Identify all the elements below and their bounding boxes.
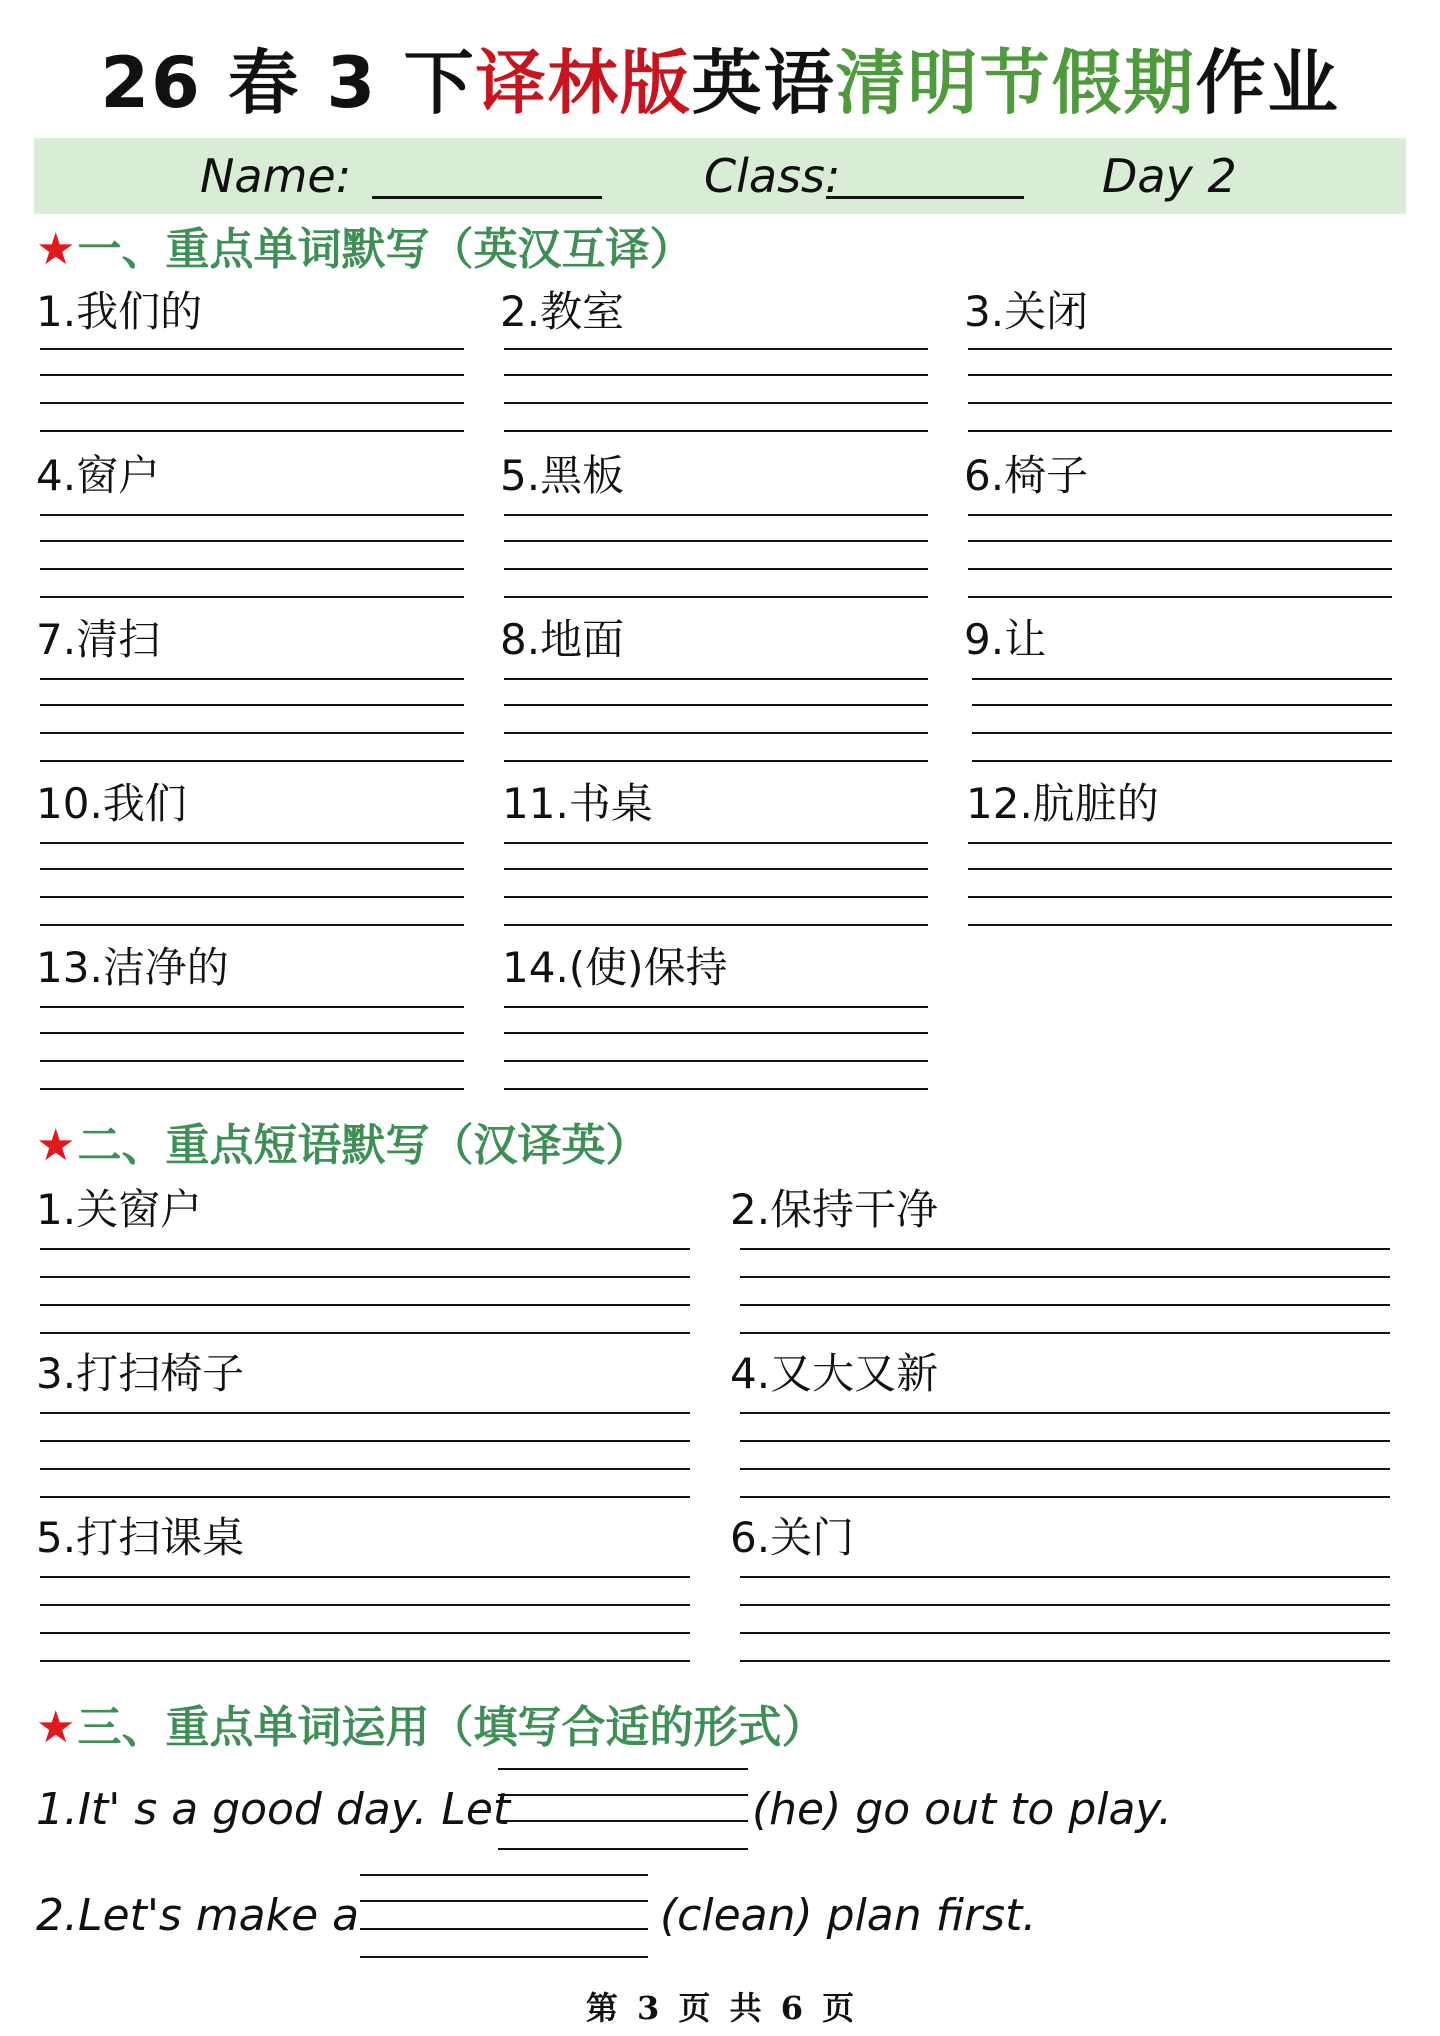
- answer-line[interactable]: [498, 1820, 748, 1822]
- answer-line[interactable]: [740, 1248, 1390, 1250]
- answer-line[interactable]: [504, 924, 928, 926]
- answer-line[interactable]: [40, 348, 464, 350]
- answer-line[interactable]: [740, 1440, 1390, 1442]
- title-holiday: 清明节假期: [835, 42, 1196, 124]
- answer-line[interactable]: [740, 1276, 1390, 1278]
- answer-line[interactable]: [40, 1248, 690, 1250]
- answer-line[interactable]: [504, 514, 928, 516]
- question-2-prefix: 2.Let's make a: [36, 1890, 360, 1941]
- answer-line[interactable]: [40, 1496, 690, 1498]
- word-prompt: 5.黑板: [500, 451, 625, 500]
- word-prompt: 7.清扫: [36, 615, 161, 664]
- answer-line[interactable]: [740, 1604, 1390, 1606]
- word-prompt: 9.让: [964, 615, 1047, 664]
- answer-line[interactable]: [360, 1900, 648, 1902]
- answer-line[interactable]: [504, 760, 928, 762]
- answer-line[interactable]: [504, 1088, 928, 1090]
- question-1-suffix: (he) go out to play.: [752, 1784, 1173, 1835]
- answer-line[interactable]: [740, 1304, 1390, 1306]
- answer-line[interactable]: [968, 868, 1392, 870]
- answer-line[interactable]: [504, 732, 928, 734]
- word-prompt: 2.教室: [500, 287, 625, 336]
- class-label: Class:: [704, 149, 841, 203]
- page-number: 第 3 页 共 6 页: [585, 1989, 855, 2027]
- answer-line[interactable]: [968, 596, 1392, 598]
- star-icon: ★: [36, 1702, 76, 1753]
- answer-line[interactable]: [498, 1768, 748, 1770]
- answer-line[interactable]: [504, 868, 928, 870]
- title-homework: 作业: [1195, 42, 1340, 124]
- answer-line[interactable]: [360, 1956, 648, 1958]
- answer-line[interactable]: [40, 1032, 464, 1034]
- answer-line[interactable]: [360, 1928, 648, 1930]
- answer-line[interactable]: [40, 1060, 464, 1062]
- title-subject: 英语: [691, 42, 836, 124]
- answer-line[interactable]: [40, 1440, 690, 1442]
- phrase-prompt: 2.保持干净: [730, 1185, 939, 1234]
- phrase-prompt: 6.关门: [730, 1513, 855, 1562]
- word-prompt: 13.洁净的: [36, 943, 229, 992]
- answer-line[interactable]: [40, 760, 464, 762]
- word-prompt: 6.椅子: [964, 451, 1089, 500]
- answer-line[interactable]: [504, 1060, 928, 1062]
- answer-line[interactable]: [972, 732, 1392, 734]
- answer-line[interactable]: [504, 842, 928, 844]
- answer-line[interactable]: [968, 896, 1392, 898]
- answer-line[interactable]: [740, 1576, 1390, 1578]
- answer-line[interactable]: [740, 1632, 1390, 1634]
- answer-line[interactable]: [504, 596, 928, 598]
- answer-line[interactable]: [40, 514, 464, 516]
- answer-line[interactable]: [360, 1874, 648, 1876]
- section3-title: [36, 1700, 825, 1756]
- answer-line[interactable]: [40, 704, 464, 706]
- phrase-prompt: 5.打扫课桌: [36, 1513, 245, 1562]
- answer-line[interactable]: [504, 704, 928, 706]
- answer-line[interactable]: [40, 896, 464, 898]
- answer-line[interactable]: [504, 1006, 928, 1008]
- star-icon: ★: [36, 1120, 76, 1171]
- answer-line[interactable]: [40, 1276, 690, 1278]
- question-2-suffix: (clean) plan first.: [660, 1890, 1037, 1941]
- answer-line[interactable]: [40, 1088, 464, 1090]
- answer-line[interactable]: [40, 1304, 690, 1306]
- answer-line[interactable]: [498, 1848, 748, 1850]
- answer-line[interactable]: [40, 842, 464, 844]
- answer-line[interactable]: [504, 540, 928, 542]
- answer-line[interactable]: [40, 374, 464, 376]
- word-prompt: 8.地面: [500, 615, 625, 664]
- answer-line[interactable]: [740, 1496, 1390, 1498]
- answer-line[interactable]: [40, 1576, 690, 1578]
- answer-line[interactable]: [40, 868, 464, 870]
- answer-line[interactable]: [40, 732, 464, 734]
- word-prompt: 10.我们: [36, 779, 187, 828]
- student-info-band: [34, 138, 1406, 214]
- answer-line[interactable]: [968, 402, 1392, 404]
- name-label: Name:: [200, 149, 352, 203]
- answer-line[interactable]: [972, 704, 1392, 706]
- answer-line[interactable]: [968, 540, 1392, 542]
- answer-line[interactable]: [40, 1468, 690, 1470]
- word-prompt: 1.我们的: [36, 287, 203, 336]
- answer-line[interactable]: [40, 1632, 690, 1634]
- answer-line[interactable]: [968, 514, 1392, 516]
- section1-title-text: 一、重点单词默写（英汉互译）: [77, 224, 694, 275]
- answer-line[interactable]: [504, 1032, 928, 1034]
- answer-line[interactable]: [40, 1412, 690, 1414]
- answer-line[interactable]: [504, 568, 928, 570]
- class-blank[interactable]: [826, 196, 1024, 199]
- word-prompt: 11.书桌: [502, 779, 653, 828]
- title-grade: 26 春 3 下: [100, 42, 476, 124]
- phrase-prompt: 3.打扫椅子: [36, 1349, 245, 1398]
- answer-line[interactable]: [40, 402, 464, 404]
- name-blank[interactable]: [372, 196, 602, 199]
- section3-title-text: 三、重点单词运用（填写合适的形式）: [77, 1702, 826, 1753]
- answer-line[interactable]: [740, 1332, 1390, 1334]
- word-prompt: 4.窗户: [36, 451, 161, 500]
- answer-line[interactable]: [968, 842, 1392, 844]
- answer-line[interactable]: [40, 596, 464, 598]
- answer-line[interactable]: [40, 430, 464, 432]
- answer-line[interactable]: [972, 760, 1392, 762]
- answer-line[interactable]: [968, 348, 1392, 350]
- answer-line[interactable]: [968, 568, 1392, 570]
- answer-line[interactable]: [740, 1412, 1390, 1414]
- section2-title-text: 二、重点短语默写（汉译英）: [77, 1120, 650, 1171]
- word-prompt: 14.(使)保持: [502, 943, 728, 992]
- answer-line[interactable]: [498, 1794, 748, 1796]
- answer-line[interactable]: [504, 430, 928, 432]
- answer-line[interactable]: [40, 568, 464, 570]
- section2-title: [36, 1118, 649, 1174]
- answer-line[interactable]: [504, 402, 928, 404]
- answer-line[interactable]: [968, 374, 1392, 376]
- answer-line[interactable]: [40, 1660, 690, 1662]
- question-1-prefix: 1.It' s a good day. Let: [36, 1784, 511, 1835]
- phrase-prompt: 1.关窗户: [36, 1185, 203, 1234]
- phrase-prompt: 4.又大又新: [730, 1349, 939, 1398]
- answer-line[interactable]: [504, 678, 928, 680]
- answer-line[interactable]: [972, 678, 1392, 680]
- section1-title: [36, 222, 693, 278]
- answer-line[interactable]: [504, 896, 928, 898]
- page-title: [0, 38, 1440, 128]
- answer-line[interactable]: [40, 1604, 690, 1606]
- answer-line[interactable]: [40, 1006, 464, 1008]
- answer-line[interactable]: [40, 924, 464, 926]
- word-prompt: 12.肮脏的: [966, 779, 1159, 828]
- word-prompt: 3.关闭: [964, 287, 1089, 336]
- answer-line[interactable]: [968, 430, 1392, 432]
- answer-line[interactable]: [40, 678, 464, 680]
- star-icon: ★: [36, 224, 76, 275]
- answer-line[interactable]: [504, 374, 928, 376]
- day-label: Day 2: [1102, 149, 1237, 203]
- answer-line[interactable]: [40, 1332, 690, 1334]
- answer-line[interactable]: [504, 348, 928, 350]
- answer-line[interactable]: [740, 1468, 1390, 1470]
- answer-line[interactable]: [40, 540, 464, 542]
- answer-line[interactable]: [740, 1660, 1390, 1662]
- answer-line[interactable]: [968, 924, 1392, 926]
- title-edition: 译林版: [475, 42, 692, 124]
